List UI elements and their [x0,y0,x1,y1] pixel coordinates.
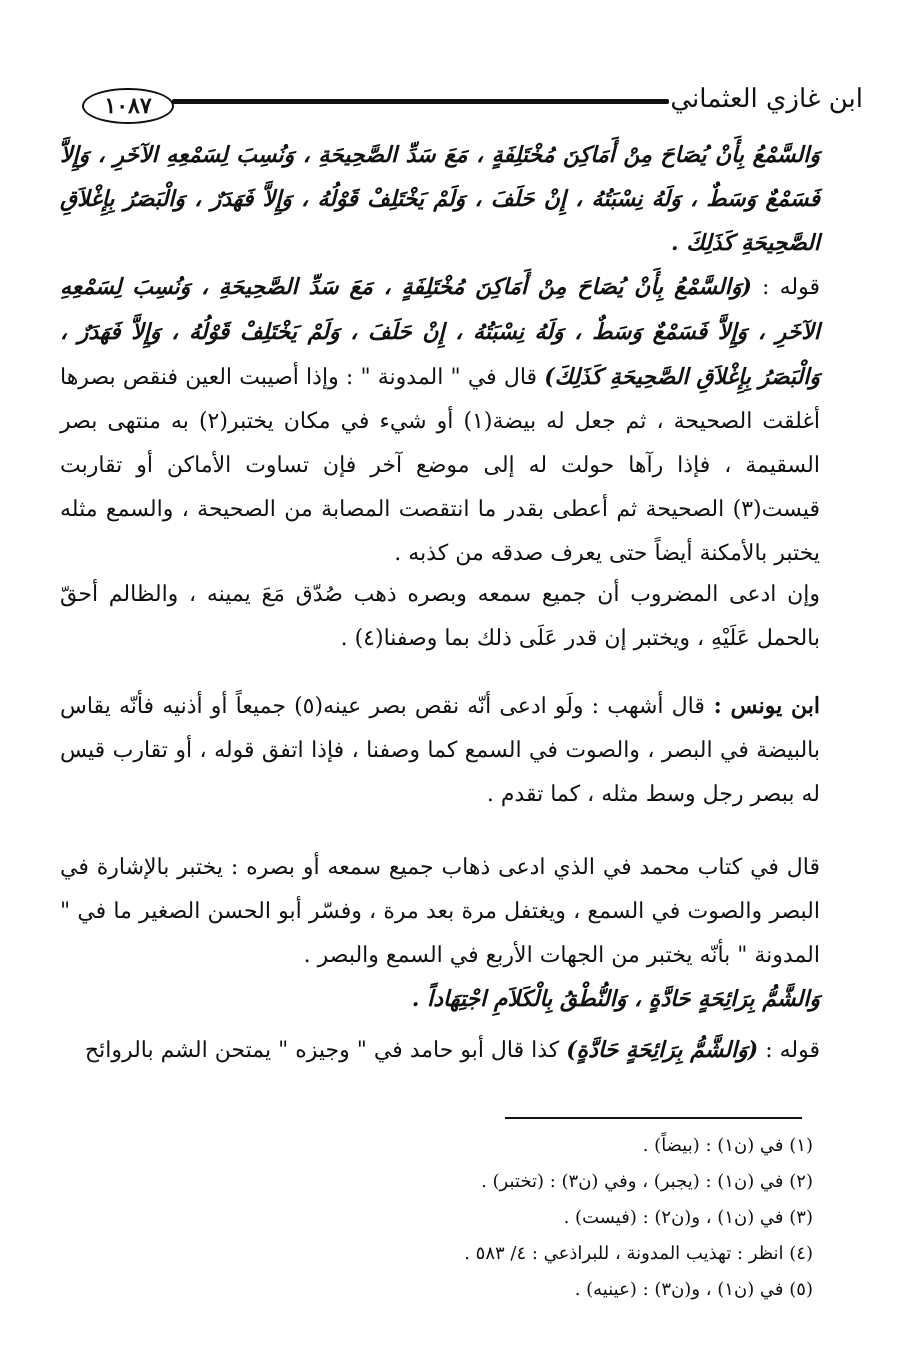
footnote: (٤) انظر : تهذيب المدونة ، للبراذعي : ٤/ ٥٨٣ . [464,1243,813,1264]
matn-paragraph-1: وَالسَّمْعُ بِأَنْ يُصَاحَ مِنْ أَمَاكِنَ مُخْتَلِفَةٍ ، مَعَ سَدِّ الصَّحِيحَةِ ، وَنُسِبَ لِسَمْعِهِ الآخَرِ ، وَإِلاَّ فَسَمْعٌ وَسَطٌ ، وَلَهُ نِسْبَتُهُ ، إِنْ حَلَفَ ، وَلَمْ يَخْتَلِفْ قَوْلُهُ ، وَإِلاَّ فَهَدَرٌ ، وَالْبَصَرُ بِإِغْلاَقِ الصَّحِيحَةِ كَذَلِكَ . [60,142,820,256]
commentary-lead: قوله : [751,275,820,300]
commentary-paragraph-2: وإن ادعى المضروب أن جميع سمعه وبصره ذهب صُدّق مَعَ يمينه ، والظالم أحقّ بالحمل عَلَيْهِ ، ويختبر إن قدر عَلَى ذلك بما وصفنا(٤) . [60,582,820,651]
page-number: ١٠٨٧ [104,93,152,119]
commentary-lead: قوله : [758,1038,820,1063]
footnote: (٢) في (ن١) : (يجبر) ، وفي (ن٣) : (تختبر) . [481,1171,813,1192]
footnote: (١) في (ن١) : (بيضاً) . [642,1135,813,1156]
commentary-paragraph-4: قال في كتاب محمد في الذي ادعى ذهاب جميع سمعه أو بصره : يختبر بالإشارة في البصر والصوت في السمع ، ويغتفل مرة بعد مرة ، وفسّر أبو الحسن الصغير ما في " المدونة " بأنّه يختبر من الجهات الأربع في السمع والبصر . [60,855,820,968]
running-title: ابن غازي العثماني [670,84,863,114]
footnote: (٥) في (ن١) ، و(ن٣) : (عينيه) . [574,1279,813,1300]
footnote-separator [505,1117,802,1119]
commentary-text: قال في " المدونة " : وإذا أصيبت العين فنقص بصرها أغلقت الصحيحة ، ثم جعل له بيضة(١) أو شيء في مكان يختبر(٢) به منتهى بصر السقيمة ، فإذا رآها حولت له إلى موضع آخر فإن تساوت الأماكن أو تقاربت قيست(٣) الصحيحة ثم أعطى بقدر ما انتقصت المصابة من الصحيحة ، والسمع مثله يختبر بالأمكنة أيضاً حتى يعرف صدقه من كذبه . [60,365,821,566]
footnotes [313,1128,813,1308]
footnote: (٣) في (ن١) ، و(ن٢) : (فيست) . [563,1207,813,1228]
commentary-paragraph-5 [60,1028,820,1073]
header-rule [172,99,669,104]
source-name: ابن يونس : [704,693,820,719]
page-number-badge [82,88,174,124]
commentary-text: كذا قال أبو حامد في " وجيزه " يمتحن الشم بالروائح [84,1038,567,1063]
commentary-paragraph-3 [60,684,820,817]
quoted-matn: (وَالسَّمْعُ بِأَنْ يُصَاحَ مِنْ أَمَاكِنَ مُخْتَلِفَةٍ ، مَعَ سَدِّ الصَّحِيحَةِ ، وَنُسِبَ لِسَمْعِهِ الآخَرِ ، وَإِلاَّ فَسَمْعٌ وَسَطٌ ، وَلَهُ نِسْبَتُهُ ، إِنْ حَلَفَ ، وَلَمْ يَخْتَلِفْ قَوْلُهُ ، وَإِلاَّ فَهَدَرٌ ، وَالْبَصَرُ بِإِغْلاَقِ الصَّحِيحَةِ كَذَلِكَ) [60,274,820,390]
matn-paragraph-2: وَالشَّمُّ بِرَائِحَةٍ حَادَّةٍ ، وَالنُّطْقُ بِالْكَلاَمِ اجْتِهَاداً . [411,986,820,1012]
quoted-matn: (وَالشَّمُّ بِرَائِحَةٍ حَادَّةٍ) [566,1037,759,1063]
commentary-text: قال أشهب : ولَو ادعى أنّه نقص بصر عينه(٥) جميعاً أو أذنيه فأنّه يقاس بالبيضة في البصر ، والصوت في السمع كما وصفنا ، فإذا اتفق قوله ، أو تقارب قيس له ببصر رجل وسط مثله ، كما تقدم . [60,694,820,807]
commentary-paragraph-1 [60,265,820,576]
